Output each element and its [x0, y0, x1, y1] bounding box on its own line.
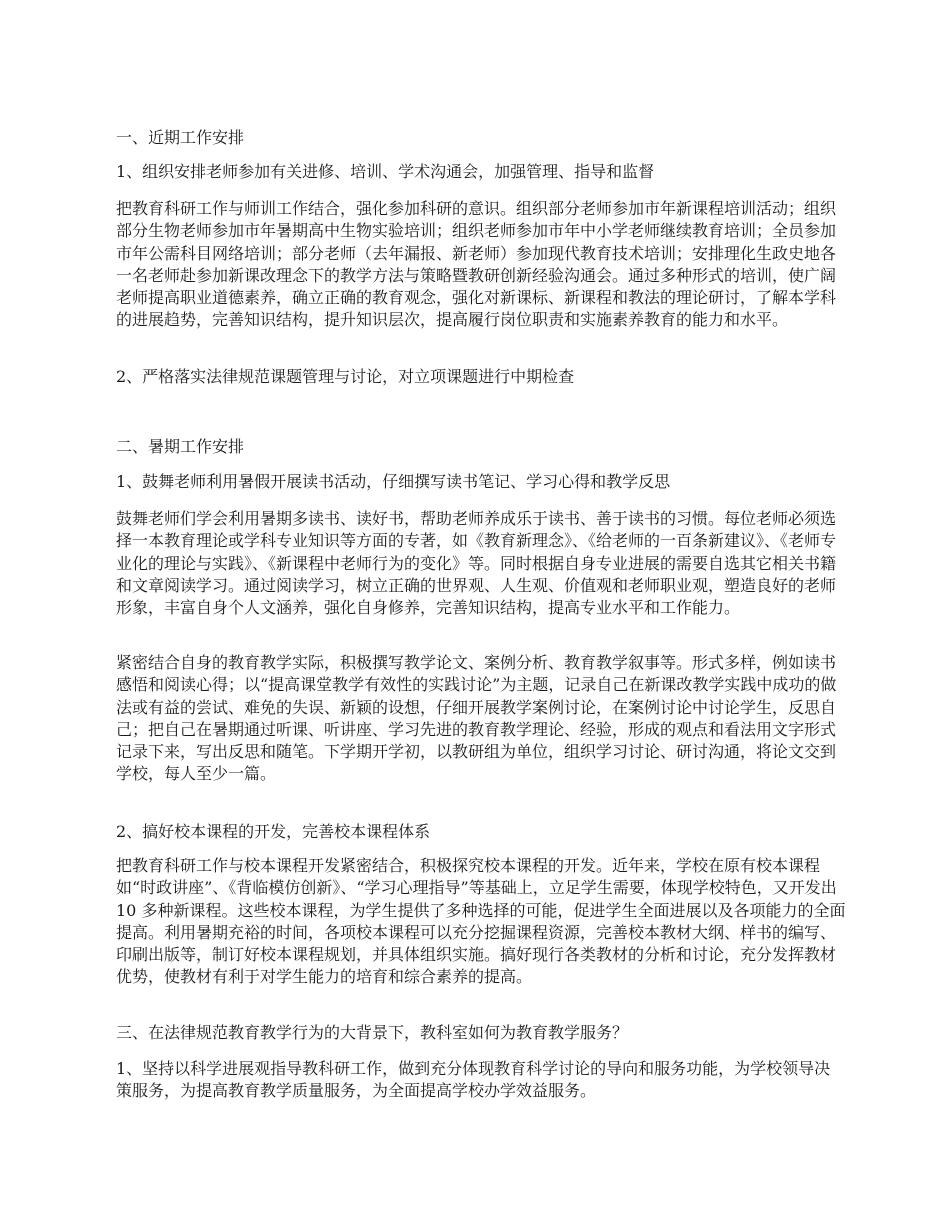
paragraph-training: 把教育科研工作与师训工作结合，强化参加科研的意识。组织部分老师参加市年新课程培训活动；组织部分生物老师参加市年暑期高中生物实验培训；组织老师参加市年中小学老师继续教育培训；全员参加市年公需科目网络培训；部分老师（去年漏报、新老师）参加现代教育技术培训；安排理化生政史地各一名老师赴参加新课改理念下的教学方法与策略暨教研创新经验沟通会。通过多种形式的培训，使广阔老师提高职业道德素养，确立正确的教育观念，强化对新课标、新课程和教法的理论研讨，了解本学科的进展趋势，完善知识结构，提升知识层次，提高履行岗位职责和实施素养教育的能力和水平。 [116, 199, 837, 330]
paragraph-reading: 鼓舞老师们学会利用暑期多读书、读好书，帮助老师养成乐于读书、善于读书的习惯。每位老师必须选择一本教育理论或学科专业知识等方面的专著，如《教育新理念》、《给老师的一百条新建议》、《老师专业化的理论与实践》、《新课程中老师行为的变化》等。同时根据自身专业进展的需要自选其它相关书籍和文章阅读学习。通过阅读学习，树立正确的世界观、人生观、价值观和老师职业观，塑造良好的老师形象，丰富自身个人文涵养，强化自身修养，完善知识结构，提高专业水平和工作能力。 [116, 509, 837, 618]
item-heading-school-curriculum: 2、搞好校本课程的开发，完善校本课程体系 [116, 822, 431, 841]
paragraph-writing: 紧密结合自身的教育教学实际，积极撰写教学论文、案例分析、教育教学叙事等。形式多样，例如读书感悟和阅读心得；以“提高课堂教学有效性的实践讨论”为主题，记录自己在新课改教学实践中成功的做法或有益的尝试、难免的失误、新颖的设想，仔细开展教学案例讨论，在案例讨论中讨论学生，反思自己；把自己在暑期通过听课、听讲座、学习先进的教育教学理论、经验，形成的观点和看法用文字形式记录下来，写出反思和随笔。下学期开学初，以教研组为单位，组织学习讨论、研讨沟通，将论文交到学校，每人至少一篇。 [116, 653, 837, 784]
item-heading-reading: 1、鼓舞老师利用暑假开展读书活动，仔细撰写读书笔记、学习心得和教学反思 [116, 472, 671, 491]
item-heading-project-management: 2、严格落实法律规范课题管理与讨论，对立项课题进行中期检查 [116, 367, 575, 386]
paragraph-school-curriculum: 把教育科研工作与校本课程开发紧密结合，积极探究校本课程的开发。近年来，学校在原有校本课程如“时政讲座”、《背临模仿创新》、“学习心理指导”等基础上，立足学生需要，体现学校特色，又开发出 10 多种新课程。这些校本课程，为学生提供了多种选择的可能，促进学生全面进展以及各项能力的全面提高。利用暑期充裕的时间，各项校本课程可以充分挖掘课程资源，完善校本教材大纲、样书的编写、印刷出版等，制订好校本课程规划，并具体组织实施。搞好现行各类教材的分析和讨论，充分发挥教材优势，使教材有利于对学生能力的培育和综合素养的提高。 [116, 856, 846, 987]
section-heading-education-service: 三、在法律规范教育教学行为的大背景下，教科室如何为教育教学服务？ [116, 1023, 629, 1042]
paragraph-scientific-development: 1、坚持以科学进展观指导教科研工作，做到充分体现教育科学讨论的导向和服务功能，为学校领导决策服务，为提高教育教学质量服务，为全面提高学校办学效益服务。 [116, 1059, 831, 1101]
section-heading-summer: 二、暑期工作安排 [116, 437, 245, 456]
item-heading-training: 1、组织安排老师参加有关进修、培训、学术沟通会，加强管理、指导和监督 [116, 162, 655, 181]
section-heading-near-term: 一、近期工作安排 [116, 128, 245, 147]
